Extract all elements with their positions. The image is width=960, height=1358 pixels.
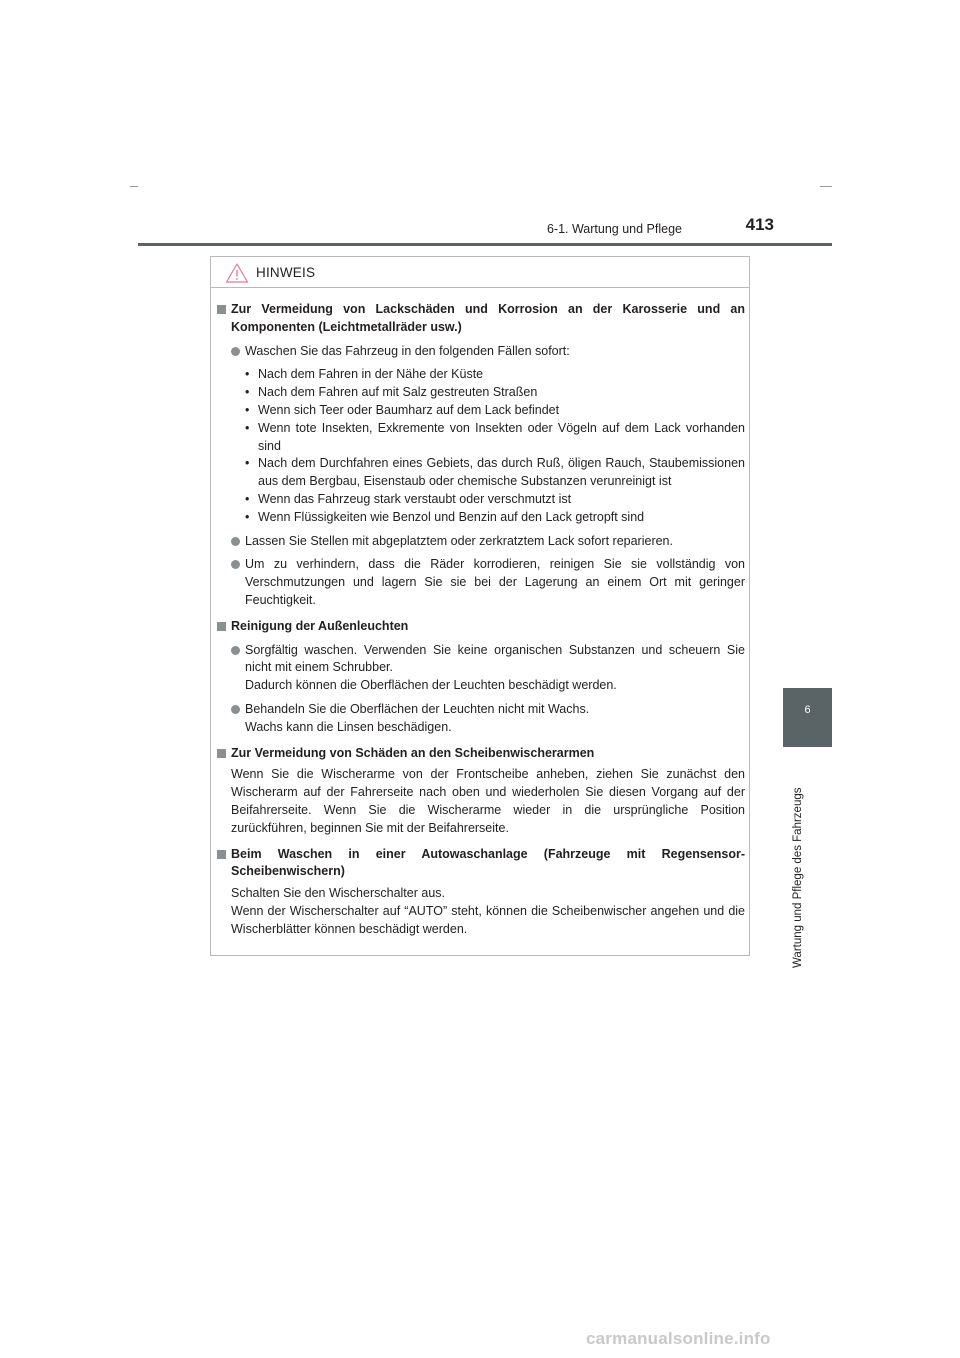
chapter-title-text: Wartung und Pflege des Fahrzeugs bbox=[792, 787, 804, 968]
square-bullet-icon bbox=[217, 749, 226, 758]
circle-bullet-icon bbox=[231, 560, 240, 569]
list-item bbox=[231, 642, 745, 695]
section-paragraph: Wenn Sie die Wischerarme von der Frontscheibe anheben, ziehen Sie zunächst den Wischerarm auf der Fahrerseite nach oben und wiederholen Sie diesen Vorgang auf der Beifahrerseite. Wenn Sie die Wischerarme wieder in die ursprüngliche Position zurückführen, beginnen Sie mit der Beifahrerseite. bbox=[231, 767, 745, 835]
notice-header bbox=[211, 257, 749, 288]
section-heading: Beim Waschen in einer Autowaschanlage (Fahrzeuge mit Regensensor-Scheibenwischern) bbox=[231, 846, 745, 879]
section-paragraph: Wenn der Wischerschalter auf “AUTO” steht, können die Scheibenwischer angehen und die Wischerblätter können beschädigt werden. bbox=[231, 903, 745, 936]
bullet-item: • Wenn sich Teer oder Baumharz auf dem Lack befindet bbox=[245, 402, 560, 417]
item-text: Waschen Sie das Fahrzeug in den folgenden Fällen sofort: bbox=[245, 343, 570, 358]
list-item bbox=[231, 533, 745, 551]
section-label: 6-1. Wartung und Pflege bbox=[546, 222, 682, 236]
notice-content bbox=[217, 301, 745, 947]
item-note: Wachs kann die Linsen beschädigen. bbox=[245, 719, 452, 734]
section-paragraph: Schalten Sie den Wischerschalter aus. bbox=[231, 886, 445, 901]
chapter-title bbox=[792, 758, 808, 968]
item-text: Sorgfältig waschen. Verwenden Sie keine organischen Substanzen und scheuern Sie nicht mit einem Schrubber. bbox=[245, 642, 745, 675]
circle-bullet-icon bbox=[231, 347, 240, 356]
list-item bbox=[231, 701, 745, 737]
square-bullet-icon bbox=[217, 850, 226, 859]
page-number: 413 bbox=[745, 215, 774, 234]
section-heading: Reinigung der Außenleuchten bbox=[231, 618, 409, 633]
item-text: Um zu verhindern, dass die Räder korrodieren, reinigen Sie sie vollständig von Verschmutzungen und lagern Sie sie bei der Lagerung an einem Ort mit geringer Feuchtigkeit. bbox=[245, 557, 745, 607]
circle-bullet-icon bbox=[231, 646, 240, 655]
notice-section bbox=[217, 301, 745, 610]
circle-bullet-icon bbox=[231, 705, 240, 714]
bullet-item: • Wenn tote Insekten, Exkremente von Insekten oder Vögeln auf dem Lack vorhanden sind bbox=[245, 420, 745, 453]
item-text: Behandeln Sie die Oberflächen der Leuchten nicht mit Wachs. bbox=[245, 701, 590, 716]
item-note: Dadurch können die Oberflächen der Leuchten beschädigt werden. bbox=[245, 678, 617, 693]
watermark: carmanualsonline.info bbox=[586, 1329, 771, 1348]
square-bullet-icon bbox=[217, 305, 226, 314]
bullet-item: • Wenn das Fahrzeug stark verstaubt oder verschmutzt ist bbox=[245, 491, 572, 506]
bullet-item: • Nach dem Durchfahren eines Gebiets, das durch Ruß, öligen Rauch, Staubemissionen aus dem Bergbau, Eisenstaub oder chemische Substanzen verunreinigt ist bbox=[245, 456, 745, 489]
warning-triangle-icon bbox=[225, 262, 249, 284]
bullet-item: • Wenn Flüssigkeiten wie Benzol und Benzin auf den Lack getropft sind bbox=[245, 509, 645, 524]
section-heading: Zur Vermeidung von Schäden an den Scheibenwischerarmen bbox=[231, 745, 595, 760]
notice-title: HINWEIS bbox=[256, 265, 316, 280]
chapter-tab bbox=[783, 688, 832, 747]
bullet-list bbox=[245, 366, 745, 526]
notice-section bbox=[217, 618, 745, 737]
bullet-item: • Nach dem Fahren auf mit Salz gestreuten Straßen bbox=[245, 385, 538, 400]
header-rule bbox=[138, 243, 832, 246]
circle-bullet-icon bbox=[231, 537, 240, 546]
notice-section bbox=[217, 846, 745, 939]
crop-mark bbox=[820, 186, 832, 187]
bullet-item: • Nach dem Fahren in der Nähe der Küste bbox=[245, 367, 484, 382]
item-text: Lassen Sie Stellen mit abgeplatztem oder zerkratztem Lack sofort reparieren. bbox=[245, 533, 673, 548]
notice-section bbox=[217, 745, 745, 838]
list-item bbox=[231, 556, 745, 609]
crop-mark bbox=[130, 186, 138, 187]
notice-box bbox=[210, 256, 750, 956]
list-item bbox=[231, 343, 745, 527]
section-heading: Zur Vermeidung von Lackschäden und Korrosion an der Karosserie und an Komponenten (Leichtmetallräder usw.) bbox=[231, 302, 745, 334]
chapter-number: 6 bbox=[804, 704, 811, 716]
square-bullet-icon bbox=[217, 622, 226, 631]
